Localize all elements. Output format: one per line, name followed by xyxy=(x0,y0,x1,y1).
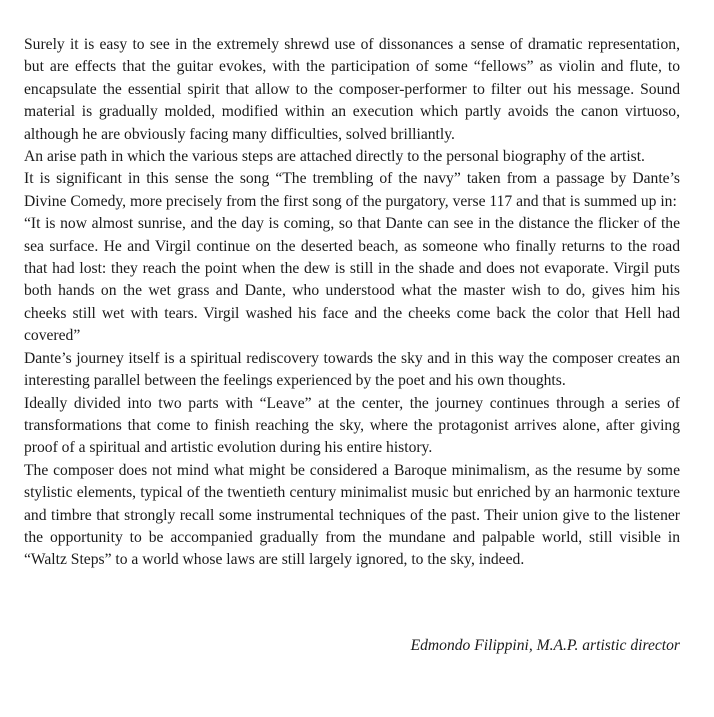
paragraph-minimalism: The composer does not mind what might be considered a Baroque minimalism, as the resume by some stylistic elements, typical of the twentieth century minimalist music but enriched by an harmonic texture and timbre that strongly recall some instrumental techniques of the past. Their union give to the listener the opportunity to be accompanied gradually from the mundane and palpable world, still visible in “Waltz Steps” to a world whose laws are still largely ignored, to the sky, indeed. xyxy=(24,461,680,569)
document-body xyxy=(24,34,680,572)
paragraph-quote: “It is now almost sunrise, and the day is coming, so that Dante can see in the distance the flicker of the sea surface. He and Virgil continue on the deserted beach, as someone who finally returns to the road that had lost: they reach the point when the dew is still in the shade and does not evaporate. Virgil puts both hands on the wet grass and Dante, who understood what the master wish to do, gives him his cheeks still wet with tears. Virgil washed his face and the cheeks come back the color that Hell had covered” xyxy=(24,215,680,345)
paragraph-intro: Surely it is easy to see in the extremely shrewd use of dissonances a sense of dramatic representation, but are effects that the guitar evokes, with the participation of some “fellows” as violin and flute, to encapsulate the essential spirit that allow to the composer-performer to filter out his message. Sound material is gradually molded, modified within an execution which partly avoids the canon virtuoso, although he are obviously facing many difficulties, solved brilliantly. xyxy=(24,36,680,143)
paragraph-journey: Dante’s journey itself is a spiritual rediscovery towards the sky and in this way the composer creates an interesting parallel between the feelings experienced by the poet and his own thoughts. xyxy=(24,349,680,390)
paragraph-two-parts: Ideally divided into two parts with “Leave” at the center, the journey continues through a series of transformations that come to finish reaching the sky, where the protagonist arrives alone, after giving proof of a spiritual and artistic evolution during his entire history. xyxy=(24,394,680,457)
paragraph-song-reference: It is significant in this sense the song “The trembling of the navy” taken from a passage by Dante’s Divine Comedy, more precisely from the first song of the purgatory, verse 117 and that is summed up in: xyxy=(24,170,680,210)
signature: Edmondo Filippini, M.A.P. artistic director xyxy=(410,637,680,654)
paragraph-arise-path: An arise path in which the various steps are attached directly to the personal biography of the artist. xyxy=(24,148,645,166)
